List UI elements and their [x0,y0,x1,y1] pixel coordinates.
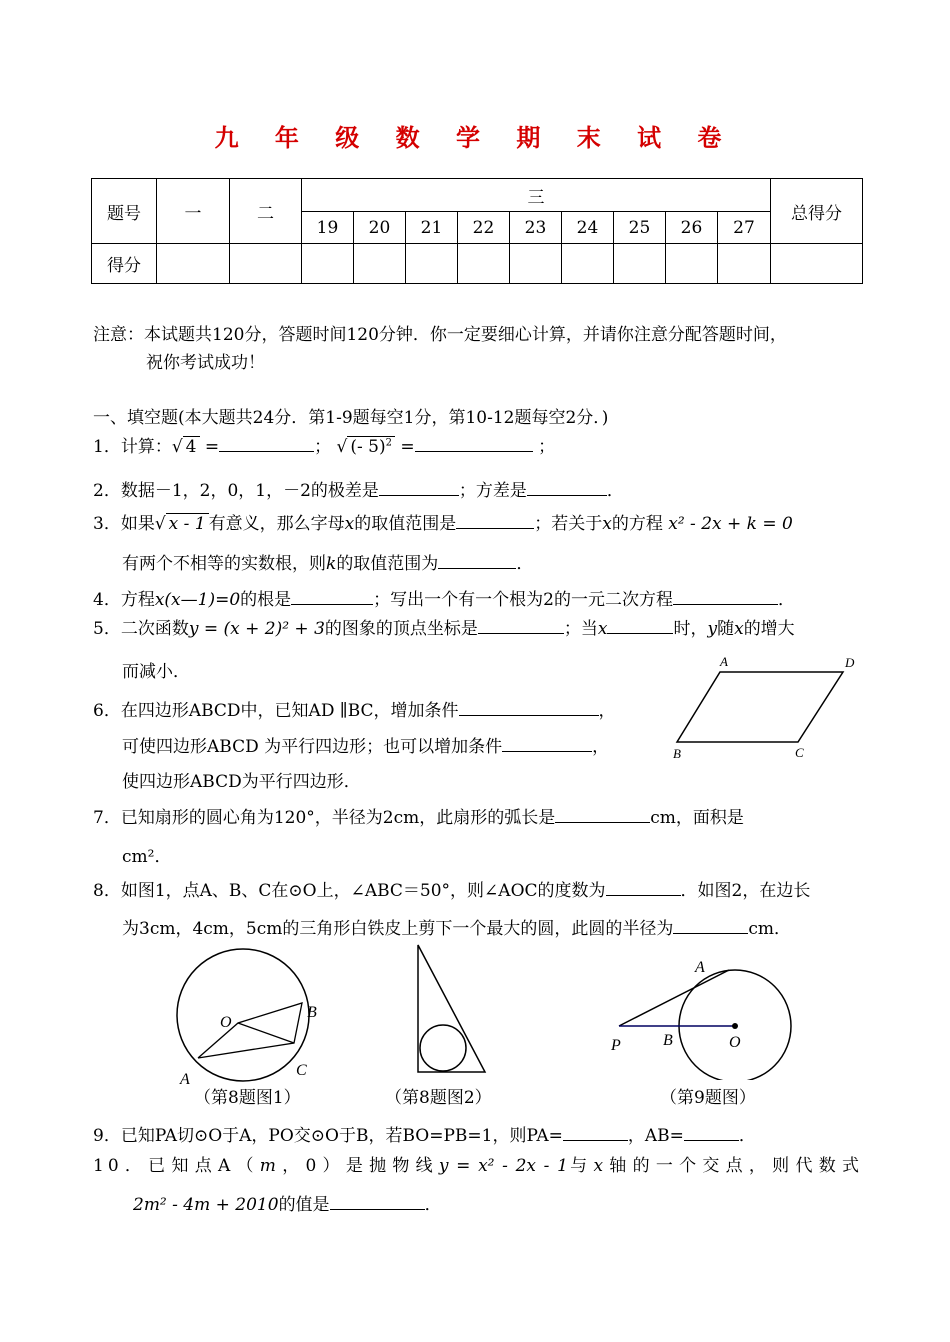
score-cell[interactable] [771,244,863,284]
header-tihao: 题号 [92,179,157,244]
label-A: A [695,959,705,976]
question-2: 2．数据－1，2，0，1，－2的极差是 ；方差是 ． [93,481,624,501]
triangle-figure-8-2 [410,940,500,1080]
caption-fig8-1: （第8题图1） [194,1088,301,1108]
answer-blank[interactable] [527,479,607,496]
question-6-line2: 可使四边形ABCD 为平行四边形；也可以增加条件 ， [122,737,610,757]
header-q24: 24 [562,212,614,244]
header-q23: 23 [510,212,562,244]
score-cell[interactable] [562,244,614,284]
header-total: 总得分 [771,179,863,244]
label-C: C [296,1062,307,1079]
header-part3: 三 [302,179,771,212]
question-10: 10．已知点A（m，0）是抛物线y = x² - 2x - 1与x轴的一个交点，则代数式 [93,1156,863,1176]
question-5: 5．二次函数y = (x + 2)² + 3的图象的顶点坐标是 ；当x 时，y随x的增大 [93,619,795,639]
header-q26: 26 [666,212,718,244]
score-cell[interactable] [666,244,718,284]
header-q27: 27 [718,212,771,244]
question-3: 3．如果√ x - 1 有意义，那么字母x的取值范围是 ；若关于x的方程 x² - 2x + k = 0 [93,514,793,534]
tangent-figure-9 [605,950,805,1080]
header-q19: 19 [302,212,354,244]
answer-blank[interactable] [673,917,748,934]
answer-blank[interactable] [415,435,533,452]
header-q21: 21 [406,212,458,244]
score-cell[interactable] [302,244,354,284]
answer-blank[interactable] [330,1193,425,1210]
question-6-line3: 使四边形ABCD为平行四边形． [122,772,361,792]
answer-blank[interactable] [684,1124,739,1141]
score-cell[interactable] [458,244,510,284]
label-O: O [220,1014,232,1031]
label-C: C [795,745,804,760]
answer-blank[interactable] [379,479,459,496]
question-6: 6．在四边形ABCD中，已知AD ∥BC，增加条件 ， [93,701,616,721]
caption-fig8-2: （第8题图2） [385,1088,492,1108]
answer-blank[interactable] [438,552,516,569]
score-cell[interactable] [718,244,771,284]
header-part1: 一 [157,179,230,244]
header-q22: 22 [458,212,510,244]
answer-blank[interactable] [478,617,564,634]
answer-blank[interactable] [563,1124,628,1141]
answer-blank[interactable] [502,735,592,752]
answer-blank[interactable] [555,806,650,823]
question-8-line2: 为3cm，4cm，5cm的三角形白铁皮上剪下一个最大的圆，此圆的半径为 cm． [122,919,792,939]
answer-blank[interactable] [459,699,599,716]
answer-blank[interactable] [673,588,778,605]
answer-blank[interactable] [606,879,681,896]
label-A: A [180,1071,190,1088]
label-O: O [729,1034,741,1051]
question-5-line2: 而减小． [122,662,190,682]
question-4: 4．方程x(x—1)=0的根是 ；写出一个有一个根为2的一元二次方程 ． [93,590,795,610]
answer-blank[interactable] [456,512,534,529]
header-q25: 25 [614,212,666,244]
row-score-label: 得分 [92,244,157,284]
label-D: D [845,655,855,670]
answer-blank[interactable] [219,435,314,452]
label-B: B [663,1032,673,1049]
question-8: 8．如图1，点A、B、C在⊙O上，∠ABC＝50°，则∠AOC的度数为 ．如图2，在边长 [93,881,811,901]
question-7-line2: cm²． [122,847,172,867]
score-table [91,178,863,284]
question-7: 7．已知扇形的圆心角为120°，半径为2cm，此扇形的弧长是 cm，面积是 [93,808,744,828]
score-cell[interactable] [406,244,458,284]
header-part2: 二 [230,179,302,244]
label-P: P [611,1037,621,1054]
answer-blank[interactable] [607,617,673,634]
score-cell[interactable] [157,244,230,284]
answer-blank[interactable] [291,588,373,605]
caption-fig9: （第9题图） [660,1088,756,1108]
question-10-line2: 2m² - 4m + 2010的值是 ． [133,1195,442,1215]
score-cell[interactable] [614,244,666,284]
section-heading: 一、填空题(本大题共24分．第1-9题每空1分，第10-12题每空2分．) [93,408,609,428]
score-cell[interactable] [510,244,562,284]
label-A: A [720,654,728,669]
header-q20: 20 [354,212,406,244]
score-cell[interactable] [354,244,406,284]
page-title: 九 年 级 数 学 期 末 试 卷 [214,123,736,152]
score-cell[interactable] [230,244,302,284]
parallelogram-figure [665,650,865,765]
circle-figure-8-1 [170,945,330,1090]
notice-line1: 注意：本试题共120分，答题时间120分钟．你一定要细心计算，并请你注意分配答题时间， [93,325,787,345]
notice-line2: 祝你考试成功！ [146,353,265,373]
question-3-line2: 有两个不相等的实数根，则k的取值范围为 ． [122,554,534,574]
label-B: B [307,1004,317,1021]
question-9: 9．已知PA切⊙O于A，PO交⊙O于B，若BO=PB=1，则PA= ，AB= ． [93,1126,756,1146]
label-B: B [673,746,681,761]
question-1: 1．计算：√ 4 = ； √ (- 5)$^2$ = ； [93,437,556,457]
